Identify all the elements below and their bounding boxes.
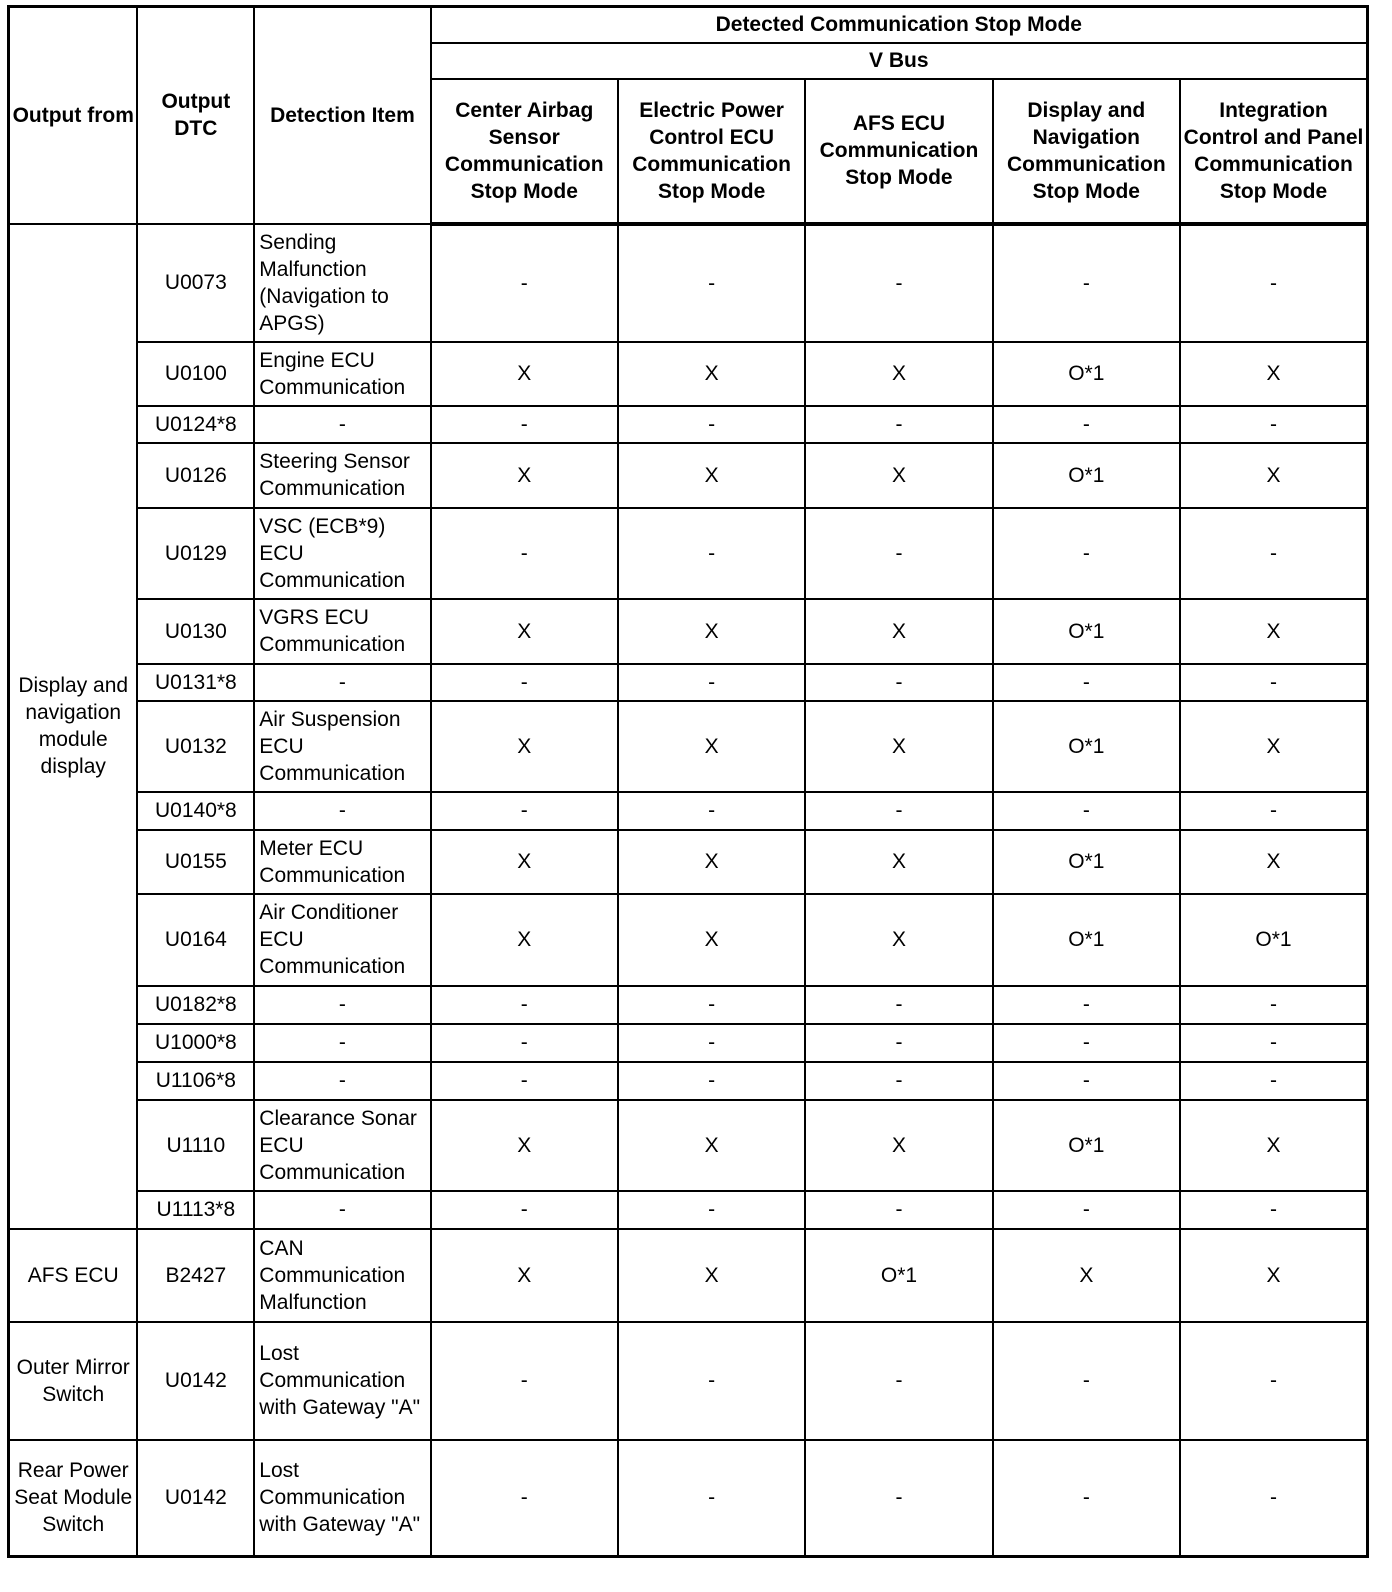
mode-value-cell: X <box>1180 599 1368 664</box>
mode-value-cell: - <box>1180 1322 1368 1440</box>
table-row <box>9 406 1368 443</box>
table-row <box>9 1440 1368 1557</box>
table-row <box>9 792 1368 830</box>
dtc-cell: U0182*8 <box>137 986 254 1024</box>
detection-item-cell: Clearance Sonar ECU Communication <box>254 1100 430 1191</box>
table-row <box>9 599 1368 664</box>
table-row <box>9 508 1368 599</box>
mode-value-cell: - <box>1180 1440 1368 1557</box>
table-row <box>9 986 1368 1024</box>
mode-value-cell: - <box>618 1062 805 1100</box>
mode-value-cell: - <box>993 1440 1180 1557</box>
mode-value-cell: X <box>431 342 618 406</box>
dtc-cell: U0126 <box>137 443 254 508</box>
table-row <box>9 1024 1368 1062</box>
mode-value-cell: X <box>431 894 618 986</box>
mode-value-cell: O*1 <box>993 830 1180 894</box>
mode-value-cell: X <box>805 894 992 986</box>
detection-item-cell: - <box>254 1062 430 1100</box>
mode-value-cell: X <box>1180 443 1368 508</box>
mode-value-cell: - <box>618 1322 805 1440</box>
detection-item-cell: Air Suspension ECU Communication <box>254 701 430 792</box>
dtc-cell: U0130 <box>137 599 254 664</box>
mode-value-cell: - <box>1180 986 1368 1024</box>
header-mode-afs-ecu: AFS ECU Communication Stop Mode <box>805 79 992 224</box>
mode-value-cell: - <box>431 406 618 443</box>
mode-value-cell: O*1 <box>993 894 1180 986</box>
mode-value-cell: - <box>805 224 992 342</box>
dtc-cell: U0129 <box>137 508 254 599</box>
table-row <box>9 1062 1368 1100</box>
mode-value-cell: X <box>431 599 618 664</box>
mode-value-cell: - <box>805 1322 992 1440</box>
mode-value-cell: X <box>618 1100 805 1191</box>
mode-value-cell: - <box>618 406 805 443</box>
table-row <box>9 342 1368 406</box>
table-row <box>9 1229 1368 1322</box>
dtc-communication-stop-table <box>7 5 1369 1558</box>
table-row <box>9 1322 1368 1440</box>
mode-value-cell: - <box>431 1322 618 1440</box>
detection-item-cell: - <box>254 406 430 443</box>
mode-value-cell: - <box>805 1024 992 1062</box>
detection-item-cell: - <box>254 1191 430 1229</box>
header-bus: V Bus <box>431 43 1368 79</box>
mode-value-cell: - <box>431 1024 618 1062</box>
output-from-cell: Rear Power Seat Module Switch <box>9 1440 138 1557</box>
detection-item-cell: - <box>254 664 430 701</box>
mode-value-cell: X <box>805 1100 992 1191</box>
mode-value-cell: - <box>993 986 1180 1024</box>
detection-item-cell: Lost Communication with Gateway "A" <box>254 1440 430 1557</box>
dtc-cell: U1106*8 <box>137 1062 254 1100</box>
dtc-cell: U1113*8 <box>137 1191 254 1229</box>
mode-value-cell: - <box>993 1191 1180 1229</box>
dtc-cell: U0140*8 <box>137 792 254 830</box>
mode-value-cell: - <box>431 986 618 1024</box>
mode-value-cell: X <box>805 599 992 664</box>
detection-item-cell: - <box>254 1024 430 1062</box>
table-row <box>9 894 1368 986</box>
dtc-cell: U0131*8 <box>137 664 254 701</box>
mode-value-cell: - <box>1180 1062 1368 1100</box>
header-row-1 <box>9 7 1368 43</box>
mode-value-cell: O*1 <box>993 701 1180 792</box>
mode-value-cell: O*1 <box>993 443 1180 508</box>
mode-value-cell: X <box>805 701 992 792</box>
mode-value-cell: - <box>618 1024 805 1062</box>
mode-value-cell: - <box>993 664 1180 701</box>
mode-value-cell: X <box>431 1100 618 1191</box>
mode-value-cell: - <box>618 664 805 701</box>
dtc-cell: U0142 <box>137 1440 254 1557</box>
header-mode-display-navigation: Display and Navigation Communication Stop Mode <box>993 79 1180 224</box>
mode-value-cell: - <box>1180 1191 1368 1229</box>
mode-value-cell: - <box>1180 664 1368 701</box>
mode-value-cell: X <box>431 701 618 792</box>
table-row <box>9 830 1368 894</box>
mode-value-cell: - <box>993 1024 1180 1062</box>
detection-item-cell: Air Conditioner ECU Communication <box>254 894 430 986</box>
dtc-cell: U0132 <box>137 701 254 792</box>
dtc-cell: U0100 <box>137 342 254 406</box>
mode-value-cell: - <box>993 792 1180 830</box>
table-row <box>9 1100 1368 1191</box>
mode-value-cell: O*1 <box>993 342 1180 406</box>
table-row <box>9 701 1368 792</box>
mode-value-cell: X <box>993 1229 1180 1322</box>
dtc-cell: U0124*8 <box>137 406 254 443</box>
mode-value-cell: - <box>618 986 805 1024</box>
mode-value-cell: X <box>1180 1100 1368 1191</box>
detection-item-cell: Lost Communication with Gateway "A" <box>254 1322 430 1440</box>
output-from-cell: Display and navigation module display <box>9 224 138 1229</box>
header-detection-item: Detection Item <box>254 7 430 224</box>
mode-value-cell: - <box>993 224 1180 342</box>
mode-value-cell: - <box>618 508 805 599</box>
mode-value-cell: X <box>1180 830 1368 894</box>
mode-value-cell: O*1 <box>993 599 1180 664</box>
mode-value-cell: X <box>805 342 992 406</box>
header-mode-electric-power: Electric Power Control ECU Communication Stop Mode <box>618 79 805 224</box>
mode-value-cell: - <box>993 406 1180 443</box>
mode-value-cell: - <box>805 664 992 701</box>
header-mode-center-airbag: Center Airbag Sensor Communication Stop Mode <box>431 79 618 224</box>
detection-item-cell: Sending Malfunction (Navigation to APGS) <box>254 224 430 342</box>
table-row <box>9 664 1368 701</box>
mode-value-cell: - <box>805 986 992 1024</box>
dtc-cell: U0155 <box>137 830 254 894</box>
mode-value-cell: X <box>618 342 805 406</box>
mode-value-cell: - <box>431 224 618 342</box>
header-output-from: Output from <box>9 7 138 224</box>
mode-value-cell: - <box>431 1062 618 1100</box>
mode-value-cell: - <box>1180 224 1368 342</box>
dtc-cell: B2427 <box>137 1229 254 1322</box>
detection-item-cell: Steering Sensor Communication <box>254 443 430 508</box>
table-body <box>9 224 1368 1557</box>
mode-value-cell: - <box>618 792 805 830</box>
mode-value-cell: X <box>805 443 992 508</box>
dtc-cell: U0073 <box>137 224 254 342</box>
mode-value-cell: - <box>805 406 992 443</box>
mode-value-cell: O*1 <box>993 1100 1180 1191</box>
detection-item-cell: VGRS ECU Communication <box>254 599 430 664</box>
dtc-cell: U1110 <box>137 1100 254 1191</box>
mode-value-cell: - <box>431 1440 618 1557</box>
mode-value-cell: X <box>1180 701 1368 792</box>
mode-value-cell: X <box>618 701 805 792</box>
mode-value-cell: X <box>1180 1229 1368 1322</box>
table-row <box>9 224 1368 342</box>
mode-value-cell: X <box>1180 342 1368 406</box>
detection-item-cell: VSC (ECB*9) ECU Communication <box>254 508 430 599</box>
table-row <box>9 443 1368 508</box>
mode-value-cell: X <box>431 830 618 894</box>
mode-value-cell: X <box>805 830 992 894</box>
mode-value-cell: X <box>618 443 805 508</box>
mode-value-cell: X <box>618 894 805 986</box>
mode-value-cell: - <box>1180 508 1368 599</box>
dtc-document <box>7 5 1369 1558</box>
mode-value-cell: X <box>618 599 805 664</box>
mode-value-cell: - <box>805 792 992 830</box>
dtc-cell: U0142 <box>137 1322 254 1440</box>
mode-value-cell: X <box>618 830 805 894</box>
mode-value-cell: - <box>805 1191 992 1229</box>
mode-value-cell: X <box>431 1229 618 1322</box>
mode-value-cell: - <box>431 508 618 599</box>
dtc-cell: U0164 <box>137 894 254 986</box>
mode-value-cell: - <box>618 1191 805 1229</box>
header-mode-integration-control: Integration Control and Panel Communication Stop Mode <box>1180 79 1368 224</box>
mode-value-cell: O*1 <box>805 1229 992 1322</box>
mode-value-cell: - <box>618 224 805 342</box>
mode-value-cell: - <box>618 1440 805 1557</box>
mode-value-cell: - <box>1180 1024 1368 1062</box>
mode-value-cell: X <box>618 1229 805 1322</box>
mode-value-cell: O*1 <box>1180 894 1368 986</box>
table-row <box>9 1191 1368 1229</box>
mode-value-cell: - <box>805 508 992 599</box>
mode-value-cell: X <box>431 443 618 508</box>
mode-value-cell: - <box>431 664 618 701</box>
header-output-dtc: Output DTC <box>137 7 254 224</box>
detection-item-cell: Meter ECU Communication <box>254 830 430 894</box>
header-group-title: Detected Communication Stop Mode <box>431 7 1368 43</box>
detection-item-cell: CAN Communication Malfunction <box>254 1229 430 1322</box>
mode-value-cell: - <box>805 1062 992 1100</box>
detection-item-cell: - <box>254 986 430 1024</box>
mode-value-cell: - <box>431 792 618 830</box>
detection-item-cell: - <box>254 792 430 830</box>
mode-value-cell: - <box>805 1440 992 1557</box>
mode-value-cell: - <box>993 1322 1180 1440</box>
mode-value-cell: - <box>993 1062 1180 1100</box>
output-from-cell: AFS ECU <box>9 1229 138 1322</box>
output-from-cell: Outer Mirror Switch <box>9 1322 138 1440</box>
mode-value-cell: - <box>431 1191 618 1229</box>
mode-value-cell: - <box>1180 406 1368 443</box>
detection-item-cell: Engine ECU Communication <box>254 342 430 406</box>
dtc-cell: U1000*8 <box>137 1024 254 1062</box>
mode-value-cell: - <box>993 508 1180 599</box>
mode-value-cell: - <box>1180 792 1368 830</box>
